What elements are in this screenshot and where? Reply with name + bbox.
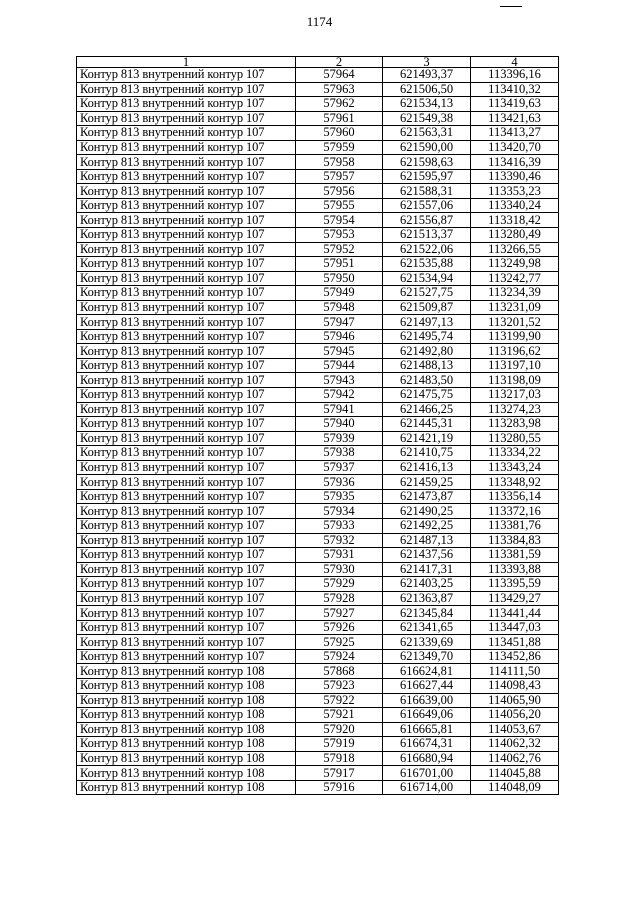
- point-number-cell: 57934: [296, 504, 383, 519]
- point-number-cell: 57964: [296, 68, 383, 83]
- x-coordinate-cell: 621527,75: [383, 286, 471, 301]
- table-row: [77, 518, 559, 533]
- y-coordinate-cell: 114056,20: [471, 708, 559, 723]
- table-row: [77, 693, 559, 708]
- point-number-cell: 57922: [296, 693, 383, 708]
- x-coordinate-cell: 621534,13: [383, 97, 471, 112]
- contour-name-cell: Контур 813 внутренний контур 107: [77, 257, 296, 272]
- contour-name-cell: Контур 813 внутренний контур 107: [77, 620, 296, 635]
- y-coordinate-cell: 113197,10: [471, 358, 559, 373]
- x-coordinate-cell: 621475,75: [383, 388, 471, 403]
- table-row: [77, 242, 559, 257]
- table-row: [77, 257, 559, 272]
- y-coordinate-cell: 113348,92: [471, 475, 559, 490]
- x-coordinate-cell: 621535,88: [383, 257, 471, 272]
- x-coordinate-cell: 621556,87: [383, 213, 471, 228]
- x-coordinate-cell: 621437,56: [383, 548, 471, 563]
- contour-name-cell: Контур 813 внутренний контур 107: [77, 126, 296, 141]
- y-coordinate-cell: 113318,42: [471, 213, 559, 228]
- point-number-cell: 57929: [296, 577, 383, 592]
- x-coordinate-cell: 616680,94: [383, 751, 471, 766]
- point-number-cell: 57925: [296, 635, 383, 650]
- y-coordinate-cell: 113384,83: [471, 533, 559, 548]
- table-row: [77, 591, 559, 606]
- y-coordinate-cell: 113356,14: [471, 489, 559, 504]
- x-coordinate-cell: 621492,25: [383, 518, 471, 533]
- point-number-cell: 57935: [296, 489, 383, 504]
- contour-name-cell: Контур 813 внутренний контур 107: [77, 300, 296, 315]
- point-number-cell: 57940: [296, 417, 383, 432]
- contour-name-cell: Контур 813 внутренний контур 108: [77, 780, 296, 795]
- contour-name-cell: Контур 813 внутренний контур 107: [77, 228, 296, 243]
- point-number-cell: 57932: [296, 533, 383, 548]
- y-coordinate-cell: 114062,76: [471, 751, 559, 766]
- point-number-cell: 57930: [296, 562, 383, 577]
- table-row: [77, 417, 559, 432]
- point-number-cell: 57956: [296, 184, 383, 199]
- contour-name-cell: Контур 813 внутренний контур 107: [77, 97, 296, 112]
- contour-name-cell: Контур 813 внутренний контур 107: [77, 431, 296, 446]
- contour-name-cell: Контур 813 внутренний контур 108: [77, 722, 296, 737]
- contour-name-cell: Контур 813 внутренний контур 107: [77, 475, 296, 490]
- point-number-cell: 57952: [296, 242, 383, 257]
- point-number-cell: 57928: [296, 591, 383, 606]
- y-coordinate-cell: 113343,24: [471, 460, 559, 475]
- y-coordinate-cell: 113429,27: [471, 591, 559, 606]
- point-number-cell: 57919: [296, 737, 383, 752]
- point-number-cell: 57933: [296, 518, 383, 533]
- contour-name-cell: Контур 813 внутренний контур 107: [77, 504, 296, 519]
- contour-name-cell: Контур 813 внутренний контур 107: [77, 577, 296, 592]
- table-row: [77, 664, 559, 679]
- contour-name-cell: Контур 813 внутренний контур 107: [77, 169, 296, 184]
- point-number-cell: 57937: [296, 460, 383, 475]
- table-row: [77, 169, 559, 184]
- y-coordinate-cell: 113242,77: [471, 271, 559, 286]
- column-header: 1: [77, 57, 296, 68]
- table-row: [77, 315, 559, 330]
- table-header-row: [77, 57, 559, 68]
- x-coordinate-cell: 621595,97: [383, 169, 471, 184]
- y-coordinate-cell: 113381,76: [471, 518, 559, 533]
- point-number-cell: 57921: [296, 708, 383, 723]
- y-coordinate-cell: 113390,46: [471, 169, 559, 184]
- contour-name-cell: Контур 813 внутренний контур 107: [77, 184, 296, 199]
- table-row: [77, 708, 559, 723]
- x-coordinate-cell: 621497,13: [383, 315, 471, 330]
- x-coordinate-cell: 621513,37: [383, 228, 471, 243]
- y-coordinate-cell: 113421,63: [471, 111, 559, 126]
- x-coordinate-cell: 621487,13: [383, 533, 471, 548]
- contour-name-cell: Контур 813 внутренний контур 107: [77, 460, 296, 475]
- y-coordinate-cell: 113419,63: [471, 97, 559, 112]
- point-number-cell: 57942: [296, 388, 383, 403]
- page-number: 1174: [306, 14, 333, 29]
- contour-name-cell: Контур 813 внутренний контур 108: [77, 766, 296, 781]
- x-coordinate-cell: 621490,25: [383, 504, 471, 519]
- point-number-cell: 57958: [296, 155, 383, 170]
- x-coordinate-cell: 621534,94: [383, 271, 471, 286]
- x-coordinate-cell: 616701,00: [383, 766, 471, 781]
- point-number-cell: 57951: [296, 257, 383, 272]
- point-number-cell: 57961: [296, 111, 383, 126]
- point-number-cell: 57959: [296, 140, 383, 155]
- y-coordinate-cell: 113231,09: [471, 300, 559, 315]
- contour-name-cell: Контур 813 внутренний контур 108: [77, 737, 296, 752]
- y-coordinate-cell: 113381,59: [471, 548, 559, 563]
- contour-name-cell: Контур 813 внутренний контур 107: [77, 198, 296, 213]
- y-coordinate-cell: 113334,22: [471, 446, 559, 461]
- table-row: [77, 737, 559, 752]
- contour-name-cell: Контур 813 внутренний контур 107: [77, 111, 296, 126]
- contour-name-cell: Контур 813 внутренний контур 107: [77, 446, 296, 461]
- table-row: [77, 766, 559, 781]
- x-coordinate-cell: 621492,80: [383, 344, 471, 359]
- x-coordinate-cell: 621410,75: [383, 446, 471, 461]
- table-row: [77, 751, 559, 766]
- y-coordinate-cell: 113280,55: [471, 431, 559, 446]
- x-coordinate-cell: 621459,25: [383, 475, 471, 490]
- table-row: [77, 140, 559, 155]
- table-row: [77, 489, 559, 504]
- point-number-cell: 57947: [296, 315, 383, 330]
- table-row: [77, 577, 559, 592]
- point-number-cell: 57950: [296, 271, 383, 286]
- table-row: [77, 649, 559, 664]
- table-row: [77, 198, 559, 213]
- x-coordinate-cell: 621495,74: [383, 329, 471, 344]
- point-number-cell: 57939: [296, 431, 383, 446]
- contour-name-cell: Контур 813 внутренний контур 107: [77, 140, 296, 155]
- contour-name-cell: Контур 813 внутренний контур 107: [77, 155, 296, 170]
- x-coordinate-cell: 616624,81: [383, 664, 471, 679]
- y-coordinate-cell: 113201,52: [471, 315, 559, 330]
- table-row: [77, 548, 559, 563]
- contour-name-cell: Контур 813 внутренний контур 108: [77, 708, 296, 723]
- contour-name-cell: Контур 813 внутренний контур 107: [77, 402, 296, 417]
- table-row: [77, 780, 559, 795]
- x-coordinate-cell: 616714,00: [383, 780, 471, 795]
- column-header: 2: [296, 57, 383, 68]
- y-coordinate-cell: 113420,70: [471, 140, 559, 155]
- x-coordinate-cell: 621473,87: [383, 489, 471, 504]
- table-row: [77, 300, 559, 315]
- contour-name-cell: Контур 813 внутренний контур 107: [77, 344, 296, 359]
- y-coordinate-cell: 113452,86: [471, 649, 559, 664]
- x-coordinate-cell: 616627,44: [383, 678, 471, 693]
- y-coordinate-cell: 114065,90: [471, 693, 559, 708]
- table-row: [77, 329, 559, 344]
- point-number-cell: 57927: [296, 606, 383, 621]
- table-row: [77, 344, 559, 359]
- table-row: [77, 358, 559, 373]
- table-row: [77, 562, 559, 577]
- contour-name-cell: Контур 813 внутренний контур 107: [77, 213, 296, 228]
- table-row: [77, 475, 559, 490]
- x-coordinate-cell: 621590,00: [383, 140, 471, 155]
- y-coordinate-cell: 113372,16: [471, 504, 559, 519]
- y-coordinate-cell: 113234,39: [471, 286, 559, 301]
- point-number-cell: 57945: [296, 344, 383, 359]
- contour-name-cell: Контур 813 внутренний контур 107: [77, 286, 296, 301]
- point-number-cell: 57949: [296, 286, 383, 301]
- y-coordinate-cell: 113198,09: [471, 373, 559, 388]
- point-number-cell: 57936: [296, 475, 383, 490]
- y-coordinate-cell: 113266,55: [471, 242, 559, 257]
- point-number-cell: 57960: [296, 126, 383, 141]
- point-number-cell: 57938: [296, 446, 383, 461]
- x-coordinate-cell: 621509,87: [383, 300, 471, 315]
- table-row: [77, 402, 559, 417]
- x-coordinate-cell: 616649,06: [383, 708, 471, 723]
- x-coordinate-cell: 621403,25: [383, 577, 471, 592]
- y-coordinate-cell: 113395,59: [471, 577, 559, 592]
- x-coordinate-cell: 621506,50: [383, 82, 471, 97]
- contour-name-cell: Контур 813 внутренний контур 107: [77, 591, 296, 606]
- contour-name-cell: Контур 813 внутренний контур 107: [77, 373, 296, 388]
- y-coordinate-cell: 114062,32: [471, 737, 559, 752]
- y-coordinate-cell: 113441,44: [471, 606, 559, 621]
- contour-name-cell: Контур 813 внутренний контур 107: [77, 358, 296, 373]
- y-coordinate-cell: 113199,90: [471, 329, 559, 344]
- table-row: [77, 388, 559, 403]
- table-row: [77, 504, 559, 519]
- x-coordinate-cell: 621557,06: [383, 198, 471, 213]
- point-number-cell: 57943: [296, 373, 383, 388]
- y-coordinate-cell: 113413,27: [471, 126, 559, 141]
- point-number-cell: 57963: [296, 82, 383, 97]
- point-number-cell: 57916: [296, 780, 383, 795]
- y-coordinate-cell: 113451,88: [471, 635, 559, 650]
- table-row: [77, 126, 559, 141]
- point-number-cell: 57941: [296, 402, 383, 417]
- contour-name-cell: Контур 813 внутренний контур 107: [77, 388, 296, 403]
- point-number-cell: 57924: [296, 649, 383, 664]
- header-rule: [500, 6, 522, 7]
- coordinates-table: [76, 56, 559, 795]
- x-coordinate-cell: 616674,31: [383, 737, 471, 752]
- x-coordinate-cell: 621598,63: [383, 155, 471, 170]
- point-number-cell: 57955: [296, 198, 383, 213]
- contour-name-cell: Контур 813 внутренний контур 108: [77, 751, 296, 766]
- x-coordinate-cell: 621339,69: [383, 635, 471, 650]
- point-number-cell: 57926: [296, 620, 383, 635]
- point-number-cell: 57962: [296, 97, 383, 112]
- x-coordinate-cell: 621341,65: [383, 620, 471, 635]
- contour-name-cell: Контур 813 внутренний контур 108: [77, 664, 296, 679]
- table-row: [77, 533, 559, 548]
- x-coordinate-cell: 621493,37: [383, 68, 471, 83]
- x-coordinate-cell: 621483,50: [383, 373, 471, 388]
- contour-name-cell: Контур 813 внутренний контур 108: [77, 693, 296, 708]
- x-coordinate-cell: 621349,70: [383, 649, 471, 664]
- contour-name-cell: Контур 813 внутренний контур 108: [77, 678, 296, 693]
- y-coordinate-cell: 113353,23: [471, 184, 559, 199]
- x-coordinate-cell: 621522,06: [383, 242, 471, 257]
- table-row: [77, 722, 559, 737]
- y-coordinate-cell: 113410,32: [471, 82, 559, 97]
- x-coordinate-cell: 616665,81: [383, 722, 471, 737]
- x-coordinate-cell: 621417,31: [383, 562, 471, 577]
- contour-name-cell: Контур 813 внутренний контур 107: [77, 271, 296, 286]
- table-row: [77, 620, 559, 635]
- table-row: [77, 97, 559, 112]
- y-coordinate-cell: 113249,98: [471, 257, 559, 272]
- point-number-cell: 57923: [296, 678, 383, 693]
- table-row: [77, 635, 559, 650]
- y-coordinate-cell: 113340,24: [471, 198, 559, 213]
- point-number-cell: 57917: [296, 766, 383, 781]
- table-row: [77, 155, 559, 170]
- y-coordinate-cell: 113396,16: [471, 68, 559, 83]
- x-coordinate-cell: 621345,84: [383, 606, 471, 621]
- y-coordinate-cell: 114045,88: [471, 766, 559, 781]
- contour-name-cell: Контур 813 внутренний контур 107: [77, 533, 296, 548]
- contour-name-cell: Контур 813 внутренний контур 107: [77, 329, 296, 344]
- x-coordinate-cell: 616639,00: [383, 693, 471, 708]
- point-number-cell: 57931: [296, 548, 383, 563]
- y-coordinate-cell: 113217,03: [471, 388, 559, 403]
- x-coordinate-cell: 621363,87: [383, 591, 471, 606]
- y-coordinate-cell: 113393,88: [471, 562, 559, 577]
- contour-name-cell: Контур 813 внутренний контур 107: [77, 518, 296, 533]
- table-row: [77, 228, 559, 243]
- point-number-cell: 57918: [296, 751, 383, 766]
- point-number-cell: 57954: [296, 213, 383, 228]
- contour-name-cell: Контур 813 внутренний контур 107: [77, 562, 296, 577]
- table-row: [77, 460, 559, 475]
- point-number-cell: 57953: [296, 228, 383, 243]
- contour-name-cell: Контур 813 внутренний контур 107: [77, 68, 296, 83]
- table-row: [77, 213, 559, 228]
- contour-name-cell: Контур 813 внутренний контур 107: [77, 417, 296, 432]
- table-row: [77, 286, 559, 301]
- point-number-cell: 57868: [296, 664, 383, 679]
- x-coordinate-cell: 621563,31: [383, 126, 471, 141]
- y-coordinate-cell: 114111,50: [471, 664, 559, 679]
- point-number-cell: 57946: [296, 329, 383, 344]
- x-coordinate-cell: 621445,31: [383, 417, 471, 432]
- contour-name-cell: Контур 813 внутренний контур 107: [77, 82, 296, 97]
- contour-name-cell: Контур 813 внутренний контур 107: [77, 315, 296, 330]
- contour-name-cell: Контур 813 внутренний контур 107: [77, 242, 296, 257]
- x-coordinate-cell: 621588,31: [383, 184, 471, 199]
- y-coordinate-cell: 113196,62: [471, 344, 559, 359]
- column-header: 4: [471, 57, 559, 68]
- x-coordinate-cell: 621421,19: [383, 431, 471, 446]
- contour-name-cell: Контур 813 внутренний контур 107: [77, 548, 296, 563]
- column-header: 3: [383, 57, 471, 68]
- table-row: [77, 431, 559, 446]
- table-row: [77, 271, 559, 286]
- table-row: [77, 82, 559, 97]
- contour-name-cell: Контур 813 внутренний контур 107: [77, 489, 296, 504]
- point-number-cell: 57920: [296, 722, 383, 737]
- y-coordinate-cell: 114098,43: [471, 678, 559, 693]
- y-coordinate-cell: 113283,98: [471, 417, 559, 432]
- table-row: [77, 111, 559, 126]
- x-coordinate-cell: 621488,13: [383, 358, 471, 373]
- y-coordinate-cell: 114053,67: [471, 722, 559, 737]
- contour-name-cell: Контур 813 внутренний контур 107: [77, 649, 296, 664]
- point-number-cell: 57948: [296, 300, 383, 315]
- y-coordinate-cell: 113447,03: [471, 620, 559, 635]
- contour-name-cell: Контур 813 внутренний контур 107: [77, 606, 296, 621]
- x-coordinate-cell: 621549,38: [383, 111, 471, 126]
- table-row: [77, 606, 559, 621]
- contour-name-cell: Контур 813 внутренний контур 107: [77, 635, 296, 650]
- x-coordinate-cell: 621466,25: [383, 402, 471, 417]
- y-coordinate-cell: 113280,49: [471, 228, 559, 243]
- y-coordinate-cell: 113416,39: [471, 155, 559, 170]
- table-row: [77, 446, 559, 461]
- point-number-cell: 57944: [296, 358, 383, 373]
- table-row: [77, 678, 559, 693]
- table-row: [77, 184, 559, 199]
- point-number-cell: 57957: [296, 169, 383, 184]
- table-row: [77, 373, 559, 388]
- y-coordinate-cell: 114048,09: [471, 780, 559, 795]
- y-coordinate-cell: 113274,23: [471, 402, 559, 417]
- table-row: [77, 68, 559, 83]
- x-coordinate-cell: 621416,13: [383, 460, 471, 475]
